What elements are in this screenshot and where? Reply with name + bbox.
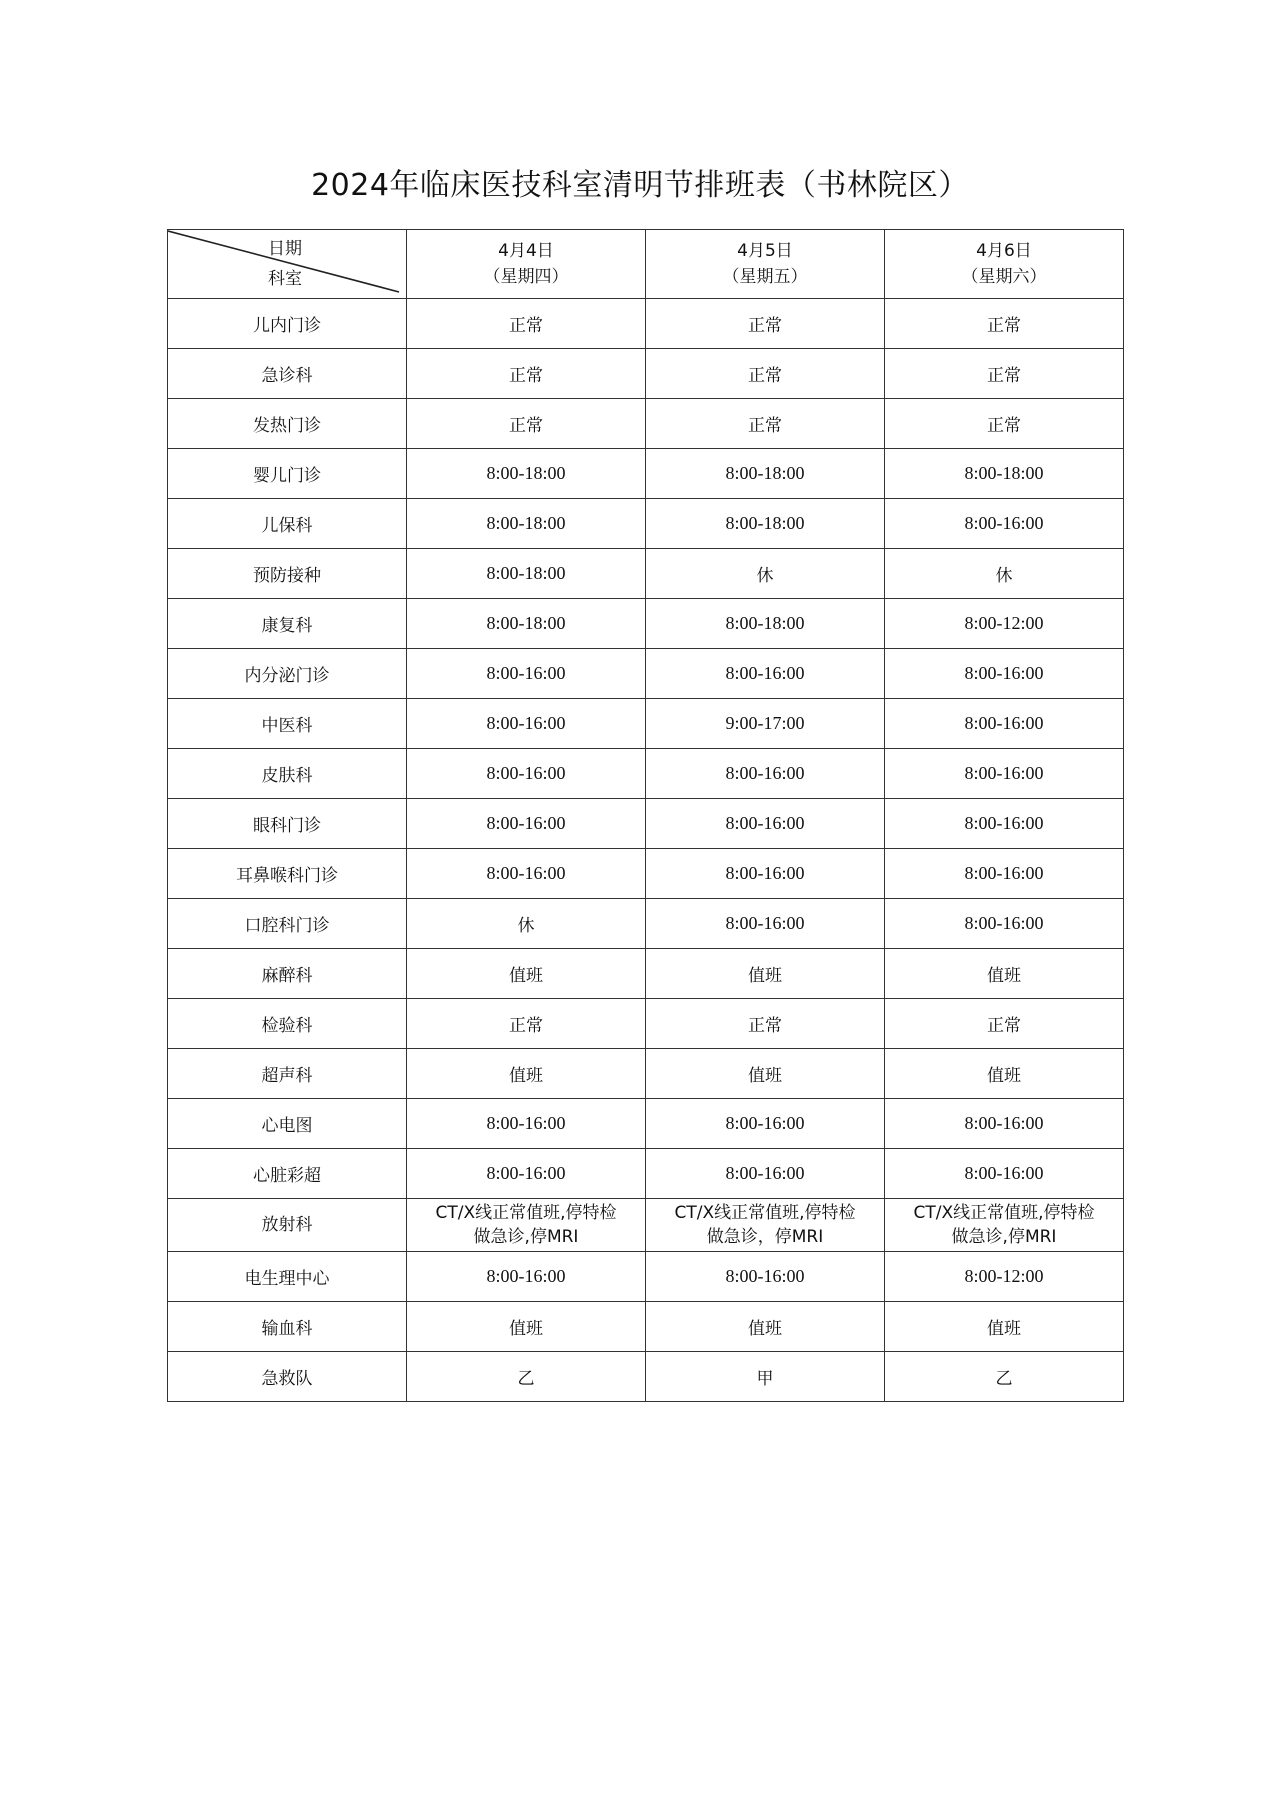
schedule-cell: 8:00-16:00 bbox=[885, 699, 1124, 749]
schedule-cell: 8:00-18:00 bbox=[885, 449, 1124, 499]
table-row bbox=[168, 1149, 1124, 1199]
department-cell: 发热门诊 bbox=[168, 399, 407, 449]
department-cell: 急诊科 bbox=[168, 349, 407, 399]
table-row bbox=[168, 1199, 1124, 1252]
schedule-cell: 正常 bbox=[885, 299, 1124, 349]
department-cell: 心电图 bbox=[168, 1099, 407, 1149]
schedule-cell: 8:00-12:00 bbox=[885, 1252, 1124, 1302]
schedule-cell: 正常 bbox=[646, 349, 885, 399]
schedule-cell: 值班 bbox=[407, 1302, 646, 1352]
schedule-cell: 8:00-18:00 bbox=[646, 499, 885, 549]
date-label: 4月4日 bbox=[498, 241, 554, 261]
schedule-cell: 值班 bbox=[407, 949, 646, 999]
schedule-cell: 正常 bbox=[407, 299, 646, 349]
table-row bbox=[168, 299, 1124, 349]
schedule-cell: 8:00-16:00 bbox=[407, 799, 646, 849]
schedule-cell: 8:00-16:00 bbox=[885, 1099, 1124, 1149]
schedule-cell: 值班 bbox=[885, 1049, 1124, 1099]
schedule-cell: 正常 bbox=[407, 999, 646, 1049]
schedule-cell: 值班 bbox=[646, 1049, 885, 1099]
date-header-cell bbox=[885, 230, 1124, 299]
department-cell: 口腔科门诊 bbox=[168, 899, 407, 949]
table-row bbox=[168, 1302, 1124, 1352]
schedule-cell: 值班 bbox=[646, 1302, 885, 1352]
table-row bbox=[168, 1049, 1124, 1099]
date-label: 4月6日 bbox=[976, 241, 1032, 261]
schedule-cell: 甲 bbox=[646, 1352, 885, 1402]
schedule-cell: 值班 bbox=[885, 949, 1124, 999]
schedule-cell: 8:00-12:00 bbox=[885, 599, 1124, 649]
schedule-cell bbox=[646, 1199, 885, 1252]
department-cell: 耳鼻喉科门诊 bbox=[168, 849, 407, 899]
schedule-cell: 8:00-18:00 bbox=[407, 449, 646, 499]
table-row bbox=[168, 949, 1124, 999]
schedule-cell: 正常 bbox=[646, 399, 885, 449]
table-row bbox=[168, 449, 1124, 499]
department-cell: 超声科 bbox=[168, 1049, 407, 1099]
schedule-cell: 8:00-16:00 bbox=[646, 1099, 885, 1149]
schedule-cell: 8:00-16:00 bbox=[407, 849, 646, 899]
department-cell: 预防接种 bbox=[168, 549, 407, 599]
department-cell: 眼科门诊 bbox=[168, 799, 407, 849]
schedule-cell: 值班 bbox=[885, 1302, 1124, 1352]
table-row bbox=[168, 1099, 1124, 1149]
department-cell: 放射科 bbox=[168, 1199, 407, 1252]
schedule-cell-line: CT/X线正常值班,停特检 bbox=[913, 1203, 1095, 1223]
schedule-cell: 正常 bbox=[885, 349, 1124, 399]
schedule-cell: 休 bbox=[646, 549, 885, 599]
schedule-cell: 8:00-16:00 bbox=[646, 899, 885, 949]
department-cell: 内分泌门诊 bbox=[168, 649, 407, 699]
department-cell: 中医科 bbox=[168, 699, 407, 749]
corner-date-label: 日期 bbox=[268, 239, 302, 259]
schedule-cell bbox=[885, 1199, 1124, 1252]
schedule-cell: 8:00-16:00 bbox=[646, 1252, 885, 1302]
schedule-cell-line: CT/X线正常值班,停特检 bbox=[435, 1203, 617, 1223]
schedule-cell: 8:00-16:00 bbox=[885, 849, 1124, 899]
schedule-cell: 8:00-18:00 bbox=[407, 599, 646, 649]
weekday-label: （星期五） bbox=[722, 267, 808, 287]
schedule-cell: 正常 bbox=[646, 999, 885, 1049]
schedule-cell: 乙 bbox=[885, 1352, 1124, 1402]
table-row bbox=[168, 799, 1124, 849]
department-cell: 皮肤科 bbox=[168, 749, 407, 799]
schedule-cell: 8:00-16:00 bbox=[646, 649, 885, 699]
department-cell: 儿保科 bbox=[168, 499, 407, 549]
date-header-cell bbox=[646, 230, 885, 299]
department-cell: 输血科 bbox=[168, 1302, 407, 1352]
schedule-cell-line: CT/X线正常值班,停特检 bbox=[674, 1203, 856, 1223]
schedule-cell: 休 bbox=[885, 549, 1124, 599]
schedule-cell: 8:00-16:00 bbox=[885, 649, 1124, 699]
department-cell: 心脏彩超 bbox=[168, 1149, 407, 1199]
table-row bbox=[168, 699, 1124, 749]
table-row bbox=[168, 599, 1124, 649]
schedule-cell: 正常 bbox=[407, 399, 646, 449]
department-cell: 婴儿门诊 bbox=[168, 449, 407, 499]
schedule-cell: 乙 bbox=[407, 1352, 646, 1402]
document-title: 2024年临床医技科室清明节排班表（书林院区） bbox=[311, 168, 969, 203]
schedule-cell: 8:00-18:00 bbox=[407, 549, 646, 599]
table-row bbox=[168, 649, 1124, 699]
schedule-cell: 8:00-18:00 bbox=[646, 449, 885, 499]
schedule-cell: 值班 bbox=[646, 949, 885, 999]
schedule-cell-line: 做急诊，停MRI bbox=[706, 1227, 824, 1247]
department-cell: 检验科 bbox=[168, 999, 407, 1049]
schedule-cell: 8:00-16:00 bbox=[407, 1252, 646, 1302]
schedule-cell: 8:00-16:00 bbox=[646, 799, 885, 849]
schedule-cell: 8:00-16:00 bbox=[885, 799, 1124, 849]
table-row bbox=[168, 749, 1124, 799]
schedule-cell: 8:00-16:00 bbox=[885, 499, 1124, 549]
schedule-cell: 8:00-16:00 bbox=[885, 749, 1124, 799]
schedule-cell: 8:00-16:00 bbox=[885, 899, 1124, 949]
department-cell: 急救队 bbox=[168, 1352, 407, 1402]
schedule-cell: 休 bbox=[407, 899, 646, 949]
table-row bbox=[168, 1352, 1124, 1402]
schedule-cell: 正常 bbox=[885, 999, 1124, 1049]
schedule-cell: 8:00-16:00 bbox=[407, 699, 646, 749]
weekday-label: （星期四） bbox=[483, 267, 569, 287]
schedule-cell: 8:00-16:00 bbox=[646, 1149, 885, 1199]
table-row bbox=[168, 549, 1124, 599]
schedule-cell bbox=[407, 1199, 646, 1252]
date-header-cell bbox=[407, 230, 646, 299]
schedule-body bbox=[168, 299, 1124, 1402]
schedule-cell: 8:00-16:00 bbox=[407, 1099, 646, 1149]
schedule-cell: 8:00-16:00 bbox=[646, 849, 885, 899]
schedule-cell: 8:00-16:00 bbox=[646, 749, 885, 799]
department-cell: 电生理中心 bbox=[168, 1252, 407, 1302]
corner-header-cell bbox=[168, 230, 407, 299]
schedule-table bbox=[167, 229, 1124, 1402]
department-cell: 康复科 bbox=[168, 599, 407, 649]
schedule-cell: 正常 bbox=[646, 299, 885, 349]
table-row bbox=[168, 849, 1124, 899]
schedule-cell: 8:00-16:00 bbox=[885, 1149, 1124, 1199]
schedule-cell: 9:00-17:00 bbox=[646, 699, 885, 749]
table-row bbox=[168, 899, 1124, 949]
schedule-cell: 8:00-18:00 bbox=[407, 499, 646, 549]
table-row bbox=[168, 399, 1124, 449]
table-row bbox=[168, 499, 1124, 549]
table-row bbox=[168, 999, 1124, 1049]
department-cell: 麻醉科 bbox=[168, 949, 407, 999]
schedule-cell-line: 做急诊,停MRI bbox=[951, 1227, 1057, 1247]
corner-dept-label: 科室 bbox=[268, 269, 302, 289]
schedule-cell: 8:00-18:00 bbox=[646, 599, 885, 649]
table-row bbox=[168, 349, 1124, 399]
schedule-cell: 正常 bbox=[885, 399, 1124, 449]
schedule-cell-line: 做急诊,停MRI bbox=[473, 1227, 579, 1247]
schedule-cell: 8:00-16:00 bbox=[407, 1149, 646, 1199]
schedule-cell: 8:00-16:00 bbox=[407, 749, 646, 799]
schedule-cell: 8:00-16:00 bbox=[407, 649, 646, 699]
department-cell: 儿内门诊 bbox=[168, 299, 407, 349]
date-label: 4月5日 bbox=[737, 241, 793, 261]
schedule-cell: 值班 bbox=[407, 1049, 646, 1099]
header-row bbox=[168, 230, 1124, 299]
weekday-label: （星期六） bbox=[961, 267, 1047, 287]
table-row bbox=[168, 1252, 1124, 1302]
schedule-cell: 正常 bbox=[407, 349, 646, 399]
